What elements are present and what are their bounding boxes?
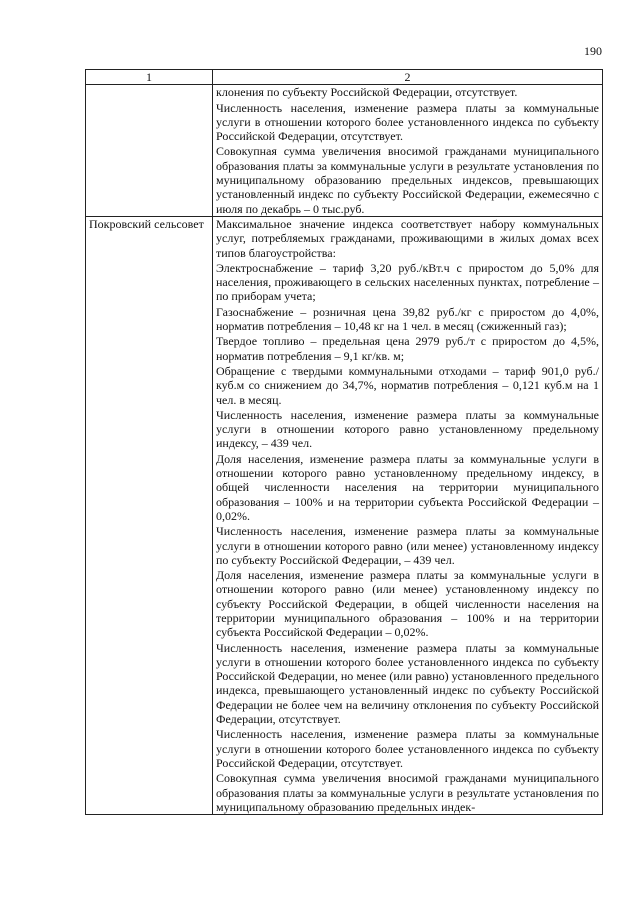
paragraph: Численность населения, изменение размера платы за коммунальные услуги в отношении которого более установленного индекса по субъекту Российской Федерации, отсутствует. bbox=[216, 727, 599, 770]
paragraph: Численность населения, изменение размера платы за коммунальные услуги в отношении которого более установленного индекса по субъекту Российской Федерации, отсутствует. bbox=[216, 100, 599, 144]
table-header-row bbox=[86, 70, 603, 85]
paragraph: Газоснабжение – розничная цена 39,82 руб./кг с приростом до 4,0%, норматив потребления – 10,48 кг на 1 чел. в месяц (сжиженный газ); bbox=[216, 304, 599, 334]
paragraph: Совокупная сумма увеличения вносимой гражданами муниципального образования платы за коммунальные услуги в результате установления по муниципальному образованию предельных индек- bbox=[216, 771, 599, 814]
paragraph: Численность населения, изменение размера платы за коммунальные услуги в отношении которого более установленного индекса по субъекту Российской Федерации, но менее (или равно) установленного предельного индекса, превышающего установленный индекс по субъекту Российской Федерации не более чем на величину отклонения по субъекту Российской Федерации, отсутствует. bbox=[216, 640, 599, 727]
paragraph: Доля населения, изменение размера платы за коммунальные услуги в отношении которого равно (или менее) установленному индексу по субъекту Российской Федерации, в общей численности населения на территории муниципального образования – 100% и на территории субъекта Российской Федерации – 0,02%. bbox=[216, 568, 599, 640]
row-content-cell bbox=[213, 216, 603, 814]
row-content-cell bbox=[213, 85, 603, 217]
paragraph: Обращение с твердыми коммунальными отходами – тариф 901,0 руб./куб.м со снижением до 34,7%, норматив потребления – 0,121 куб.м на 1 чел. в месяц. bbox=[216, 363, 599, 407]
column-header-1: 1 bbox=[86, 70, 213, 85]
paragraph: клонения по субъекту Российской Федерации, отсутствует. bbox=[216, 85, 518, 100]
column-header-2: 2 bbox=[213, 70, 603, 85]
table-row bbox=[86, 216, 603, 814]
row-label-cell: Покровский сельсовет bbox=[86, 216, 213, 814]
paragraph: Доля населения, изменение размера платы за коммунальные услуги в отношении которого равно установленному предельному индексу, в общей численности населения на территории муниципального образования – 100% и на территории субъекта Российской Федерации – 0,02%. bbox=[216, 451, 599, 523]
document-table bbox=[85, 69, 603, 815]
paragraph: Твердое топливо – предельная цена 2979 руб./т с приростом до 4,5%, норматив потребления – 9,1 кг/кв. м; bbox=[216, 334, 599, 363]
paragraph: Численность населения, изменение размера платы за коммунальные услуги в отношении которого равно (или менее) установленному индексу по субъекту Российской Федерации, – 439 чел. bbox=[216, 524, 599, 567]
row-label-cell bbox=[86, 85, 213, 217]
paragraph: Максимальное значение индекса соответствует набору коммунальных услуг, потребляемых гражданами, проживающими в жилых домах всех типов благоустройства: bbox=[216, 216, 599, 260]
paragraph: Электроснабжение – тариф 3,20 руб./кВт.ч с приростом до 5,0% для населения, проживающего в сельских населенных пунктах, потребление – по приборам учета; bbox=[216, 260, 599, 304]
paragraph: Совокупная сумма увеличения вносимой гражданами муниципального образования платы за коммунальные услуги в результате установления по муниципальному образованию предельных индексов, превышающих установленный индекс по субъекту Российской Федерации, ежемесячно с июля по декабрь – 0 тыс.руб. bbox=[216, 144, 599, 216]
paragraph: Численность населения, изменение размера платы за коммунальные услуги в отношении которого равно установленному предельному индексу, – 439 чел. bbox=[216, 407, 599, 451]
page-number: 190 bbox=[584, 44, 602, 58]
table-row bbox=[86, 85, 603, 217]
